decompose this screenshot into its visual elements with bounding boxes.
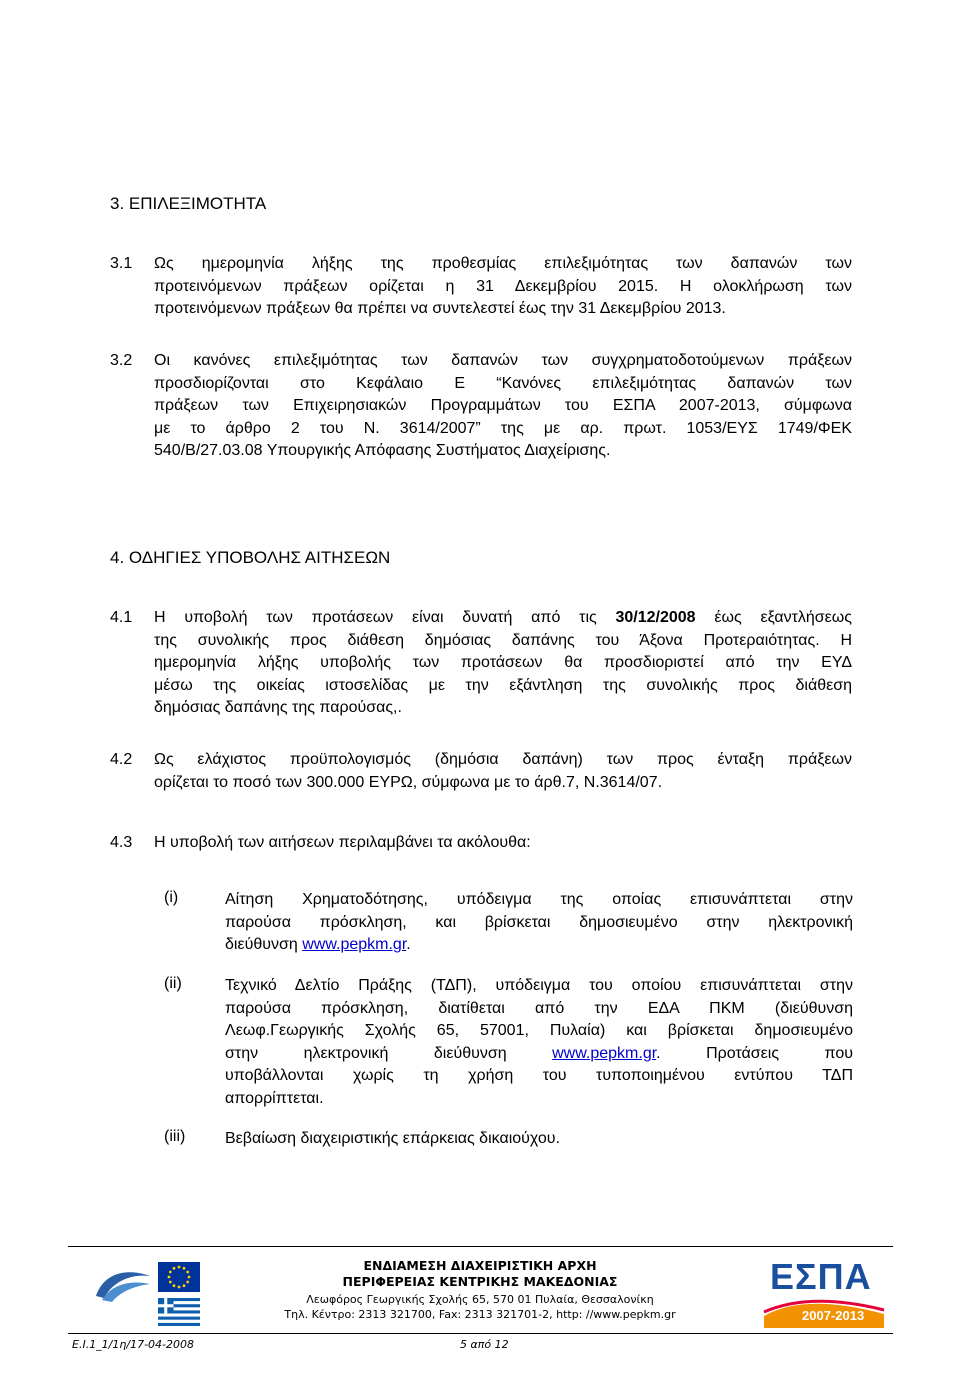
espa-logo [762, 1256, 886, 1328]
section-3-title: 3. ΕΠΙΛΕΞΙΜΟΤΗΤΑ [110, 194, 267, 213]
text-line: ημερομηνία λήξης υποβολής των προτάσεων θα προσδιοριστεί από την ΕΥΔ [154, 654, 852, 671]
website-link[interactable]: www.pepkm.gr [302, 936, 407, 953]
deadline-date: 30/12/2008 [615, 609, 696, 626]
list-item [225, 1128, 853, 1151]
paragraph-number: 4.3 [110, 834, 133, 851]
org-name-line2: ΠΕΡΙΦΕΡΕΙΑΣ ΚΕΝΤΡΙΚΗΣ ΜΑΚΕΔΟΝΙΑΣ [342, 1274, 618, 1289]
espa-logo-years: 2007-2013 [802, 1308, 865, 1323]
org-contact: Τηλ. Κέντρο: 2313 321700, Fax: 2313 321701-2, http: //www.pepkm.gr [284, 1308, 676, 1321]
list-item-number: (iii) [164, 1128, 186, 1145]
text-line: Η υποβολή των αιτήσεων περιλαμβάνει τα ακόλουθα: [154, 834, 531, 851]
text-line: Λεωφ.Γεωργικής Σχολής 65, 57001, Πυλαία) και βρίσκεται δημοσιευμένο [225, 1022, 853, 1039]
text-line: Αίτηση Χρηματοδότησης, υπόδειγμα της οποίας επισυνάπτεται στην [225, 891, 853, 908]
text-line: δημόσιας δαπάνης της παρούσας,. [154, 699, 402, 716]
paragraph-number: 4.2 [110, 751, 133, 768]
text-segment: στην ηλεκτρονική διεύθυνση [225, 1044, 553, 1062]
page-number: 5 από 12 [460, 1338, 509, 1351]
list-item [225, 975, 853, 1110]
greek-flag-icon [158, 1298, 200, 1326]
bottom-divider [68, 1333, 893, 1334]
text-line: Βεβαίωση διαχειριστικής επάρκειας δικαιούχου. [225, 1130, 560, 1147]
text-segment: έως εξαντλήσεως [695, 609, 852, 626]
paragraph-4-2 [110, 749, 852, 794]
website-link[interactable]: www.pepkm.gr [552, 1044, 657, 1062]
paragraph-number: 4.1 [110, 609, 133, 626]
text-line: προσδιορίζονται στο Κεφάλαιο Ε “Κανόνες επιλεξιμότητας δαπανών των [154, 374, 852, 392]
list-item [225, 889, 853, 957]
list-item-number: (i) [164, 889, 179, 906]
text-line: με το άρθρο 2 του Ν. 3614/2007” της με αρ. πρωτ. 1053/ΕΥΣ 1749/ΦΕΚ [154, 419, 852, 437]
text-line: Τεχνικό Δελτίο Πράξης (ΤΔΠ), υπόδειγμα του οποίου επισυνάπτεται στην [225, 977, 853, 994]
text-line: Ως ελάχιστος προϋπολογισμός (δημόσια δαπάνη) των προς ένταξη πράξεων [154, 751, 852, 768]
text-line: Οι κανόνες επιλεξιμότητας των δαπανών των συγχρηματοδοτούμενων πράξεων [154, 352, 852, 369]
text-line: παρούσα πρόσκληση, και βρίσκεται δημοσιευμένο στην ηλεκτρονική [225, 913, 853, 931]
text-line [154, 607, 852, 630]
text-line: προτεινόμενων πράξεων θα πρέπει να συντελεστεί έως την 31 Δεκεμβρίου 2013. [154, 300, 726, 317]
document-code: E.I.1_1/1η/17-04-2008 [72, 1338, 194, 1351]
text-line: της συνολικής προς διάθεση δημόσιας δαπάνης του Άξονα Προτεραιότητας. Η [154, 631, 852, 649]
text-line: προτεινόμενων πράξεων ορίζεται η 31 Δεκεμβρίου 2015. Η ολοκλήρωση των [154, 277, 852, 295]
org-name-line1: ΕΝΔΙΑΜΕΣΗ ΔΙΑΧΕΙΡΙΣΤΙΚΗ ΑΡΧΗ [363, 1258, 597, 1273]
paragraph-3-2 [110, 350, 852, 463]
eu-flag-icon [158, 1262, 200, 1292]
regional-logo [92, 1266, 154, 1304]
text-line: παρούσα πρόσκληση, διατίθεται από την ΕΔΑ ΠΚΜ (διεύθυνση [225, 999, 853, 1017]
text-line: πράξεων των Επιχειρησιακών Προγραμμάτων του ΕΣΠΑ 2007-2013, σύμφωνα [154, 397, 852, 414]
list-item-number: (ii) [164, 975, 182, 992]
text-segment: . Προτάσεις που [656, 1044, 853, 1062]
footer-divider [68, 1246, 893, 1247]
text-line: ορίζεται το ποσό των 300.000 ΕΥΡΩ, σύμφωνα με το άρθ.7, Ν.3614/07. [154, 773, 663, 791]
paragraph-number: 3.1 [110, 255, 133, 272]
text-line [225, 934, 853, 957]
espa-logo-text: ΕΣΠΑ [770, 1256, 872, 1297]
text-segment: . [406, 936, 411, 953]
org-address: Λεωφόρος Γεωργικής Σχολής 65, 570 01 Πυλαία, Θεσσαλονίκη [306, 1293, 654, 1306]
text-line: μέσω της οικείας ιστοσελίδας με την εξάντληση της συνολικής προς διάθεση [154, 676, 852, 694]
text-segment: Η υποβολή των προτάσεων είναι δυνατή από τις [154, 609, 616, 626]
paragraph-number: 3.2 [110, 352, 133, 369]
text-line: απορρίπτεται. [225, 1089, 324, 1107]
text-line: 540/Β/27.03.08 Υπουργικής Απόφασης Συστήματος Διαχείρισης. [154, 442, 611, 459]
section-4-title: 4. ΟΔΗΓΙΕΣ ΥΠΟΒΟΛΗΣ ΑΙΤΗΣΕΩΝ [110, 548, 391, 567]
paragraph-4-1 [110, 607, 852, 720]
text-segment: διεύθυνση [225, 936, 303, 953]
text-line: Ως ημερομηνία λήξης της προθεσμίας επιλεξιμότητας των δαπανών των [154, 255, 852, 272]
paragraph-3-1 [110, 253, 852, 321]
text-line: υποβάλλονται χωρίς τη χρήση του τυποποιημένου εντύπου ΤΔΠ [225, 1067, 853, 1084]
paragraph-4-3 [110, 832, 852, 855]
text-line [225, 1043, 853, 1066]
